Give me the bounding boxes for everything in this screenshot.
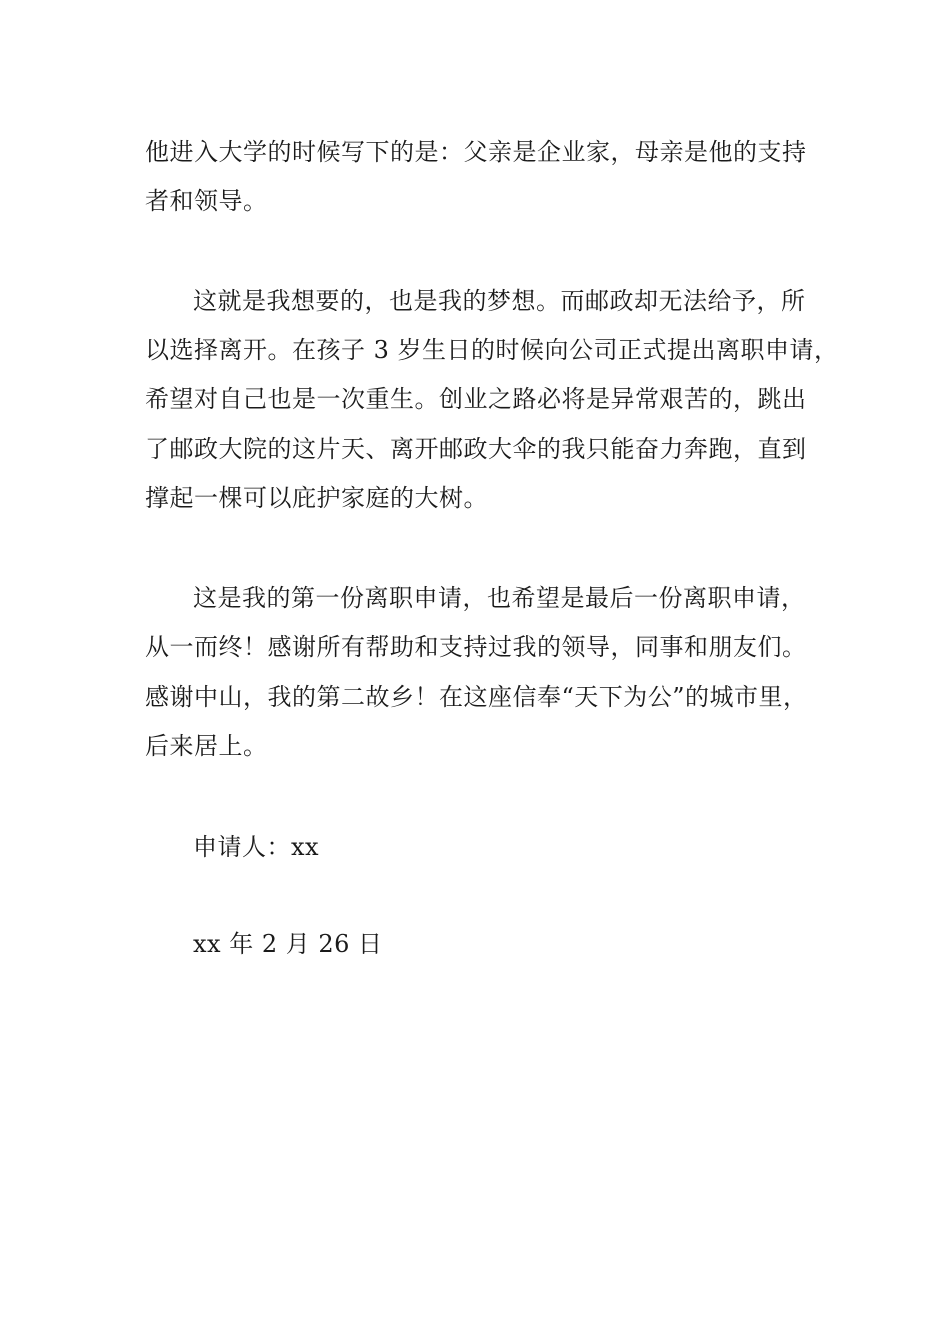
application-date: xx 年 2 月 26 日 bbox=[193, 930, 383, 958]
paragraph-1-line-1: 他进入大学的时候写下的是：父亲是企业家，母亲是他的支持 bbox=[145, 138, 807, 166]
paragraph-2-line-3: 希望对自己也是一次重生。创业之路必将是异常艰苦的，跳出 bbox=[145, 385, 807, 413]
paragraph-3-line-1: 这是我的第一份离职申请，也希望是最后一份离职申请， bbox=[193, 584, 806, 612]
paragraph-3-line-3: 感谢中山，我的第二故乡！在这座信奉“天下为公”的城市里， bbox=[145, 683, 808, 711]
paragraph-2-line-2: 以选择离开。在孩子 3 岁生日的时候向公司正式提出离职申请， bbox=[145, 336, 839, 364]
paragraph-2-line-5: 撑起一棵可以庇护家庭的大树。 bbox=[145, 484, 488, 512]
paragraph-2-line-1: 这就是我想要的，也是我的梦想。而邮政却无法给予，所 bbox=[193, 287, 806, 315]
paragraph-3-line-4: 后来居上。 bbox=[145, 732, 268, 760]
paragraph-3-line-2: 从一而终！感谢所有帮助和支持过我的领导，同事和朋友们。 bbox=[145, 633, 807, 661]
paragraph-2-line-4: 了邮政大院的这片天、离开邮政大伞的我只能奋力奔跑，直到 bbox=[145, 435, 807, 463]
paragraph-1-line-2: 者和领导。 bbox=[145, 187, 268, 215]
applicant-signature: 申请人：xx bbox=[193, 833, 320, 861]
